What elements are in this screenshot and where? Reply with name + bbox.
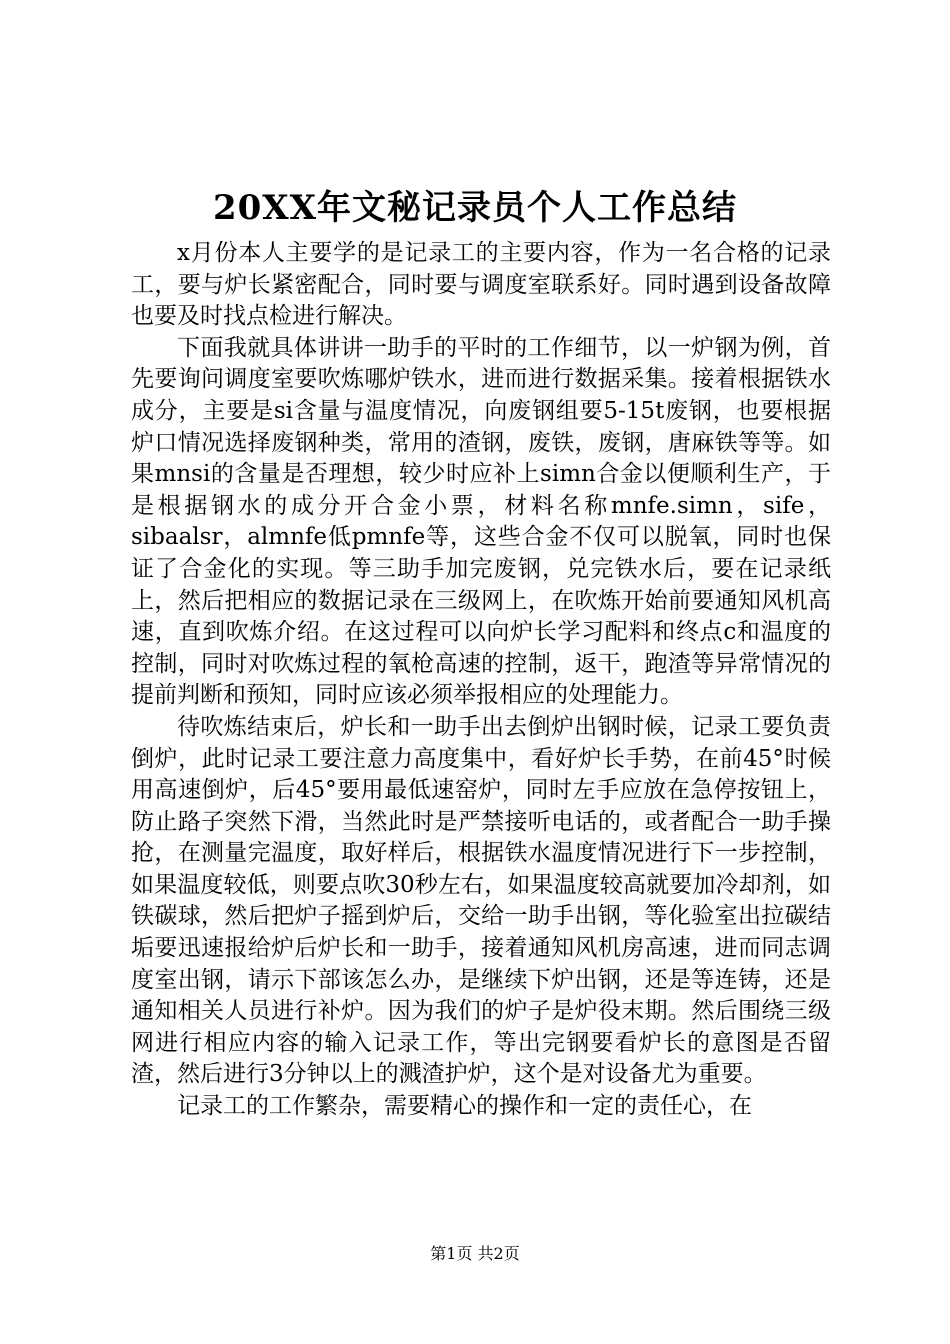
paragraph-2: 下面我就具体讲讲一助手的平时的工作细节，以一炉钢为例，首先要询问调度室要吹炼哪炉铁水，进而进行数据采集。接着根据铁水成分，主要是si含量与温度情况，向废钢组要5-15t废钢，也要根据炉口情况选择废钢种类，常用的渣钢，废铁，废钢，唐麻铁等等。如果mnsi的含量是否理想，较少时应补上simn合金以便顺利生产，于是根据钢水的成分开合金小票，材料名称mnfe.simn，sife，sibaalsr，almnfe低pmnfe等，这些合金不仅可以脱氧，同时也保证了合金化的实现。等三助手加完废钢，兑完铁水后，要在记录纸上，然后把相应的数据记录在三级网上，在吹炼开始前要通知风机高速，直到吹炼介绍。在这过程可以向炉长学习配料和终点c和温度的控制，同时对吹炼过程的氧枪高速的控制，返干，跑渣等异常情况的提前判断和预知，同时应该必须举报相应的处理能力。 [131,334,831,709]
paragraph-3: 待吹炼结束后，炉长和一助手出去倒炉出钢时候，记录工要负责倒炉，此时记录工要注意力高度集中，看好炉长手势，在前45°时候用高速倒炉，后45°要用最低速窑炉，同时左手应放在急停按钮上，防止路子突然下滑，当然此时是严禁接听电话的，或者配合一助手操抢，在测量完温度，取好样后，根据铁水温度情况进行下一步控制，如果温度较低，则要点吹30秒左右，如果温度较高就要加冷却剂，如铁碳球，然后把炉子摇到炉后，交给一助手出钢，等化验室出拉碳结垢要迅速报给炉后炉长和一助手，接着通知风机房高速，进而同志调度室出钢，请示下部该怎么办，是继续下炉出钢，还是等连铸，还是通知相关人员进行补炉。因为我们的炉子是炉役末期。然后围绕三级网进行相应内容的输入记录工作，等出完钢要看炉长的意图是否留渣，然后进行3分钟以上的溅渣护炉，这个是对设备尤为重要。 [131,713,831,1088]
document-title: 20XX年文秘记录员个人工作总结 [212,188,738,228]
paragraph-1: x月份本人主要学的是记录工的主要内容，作为一名合格的记录工，要与炉长紧密配合，同时要与调度室联系好。同时遇到设备故障也要及时找点检进行解决。 [131,240,831,330]
paragraph-4: 记录工的工作繁杂，需要精心的操作和一定的责任心，在 [177,1093,752,1120]
document-body [131,238,831,1123]
page-number-footer: 第1页 共2页 [430,1244,520,1263]
